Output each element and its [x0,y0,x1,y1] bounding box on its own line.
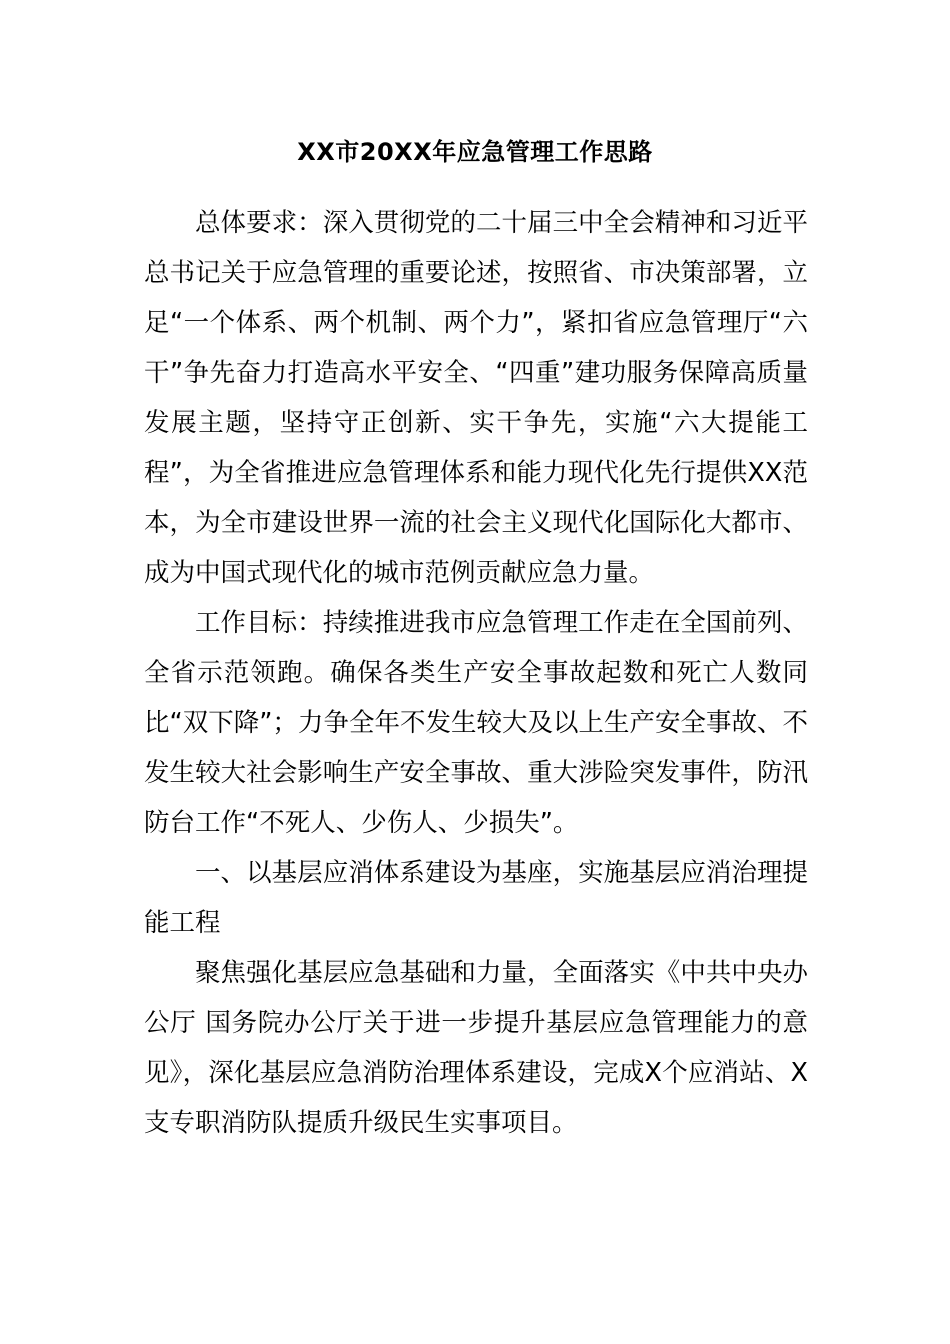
paragraph-overall-requirements: 总体要求：深入贯彻党的二十届三中全会精神和习近平总书记关于应急管理的重要论述，按照省、市决策部署，立足“一个体系、两个机制、两个力”，紧扣省应急管理厅“六干”争先奋力打造高水平安全、“四重”建功服务保障高质量发展主题，坚持守正创新、实干争先，实施“六大提能工程”，为全省推进应急管理体系和能力现代化先行提供XX范本，为全市建设世界一流的社会主义现代化国际化大都市、成为中国式现代化的城市范例贡献应急力量。 [144,208,808,588]
document-title: XX市20XX年应急管理工作思路 [297,138,653,166]
section-heading-1: 一、以基层应消体系建设为基座，实施基层应消治理提能工程 [144,858,808,938]
document-body [144,198,808,1148]
paragraph-work-goals: 工作目标：持续推进我市应急管理工作走在全国前列、全省示范领跑。确保各类生产安全事故起数和死亡人数同比“双下降”；力争全年不发生较大及以上生产安全事故、不发生较大社会影响生产安全事故、重大涉险突发事件，防汛防台工作“不死人、少伤人、少损失”。 [144,608,808,838]
paragraph-section-1-body: 聚焦强化基层应急基础和力量，全面落实《中共中央办公厅 国务院办公厅关于进一步提升基层应急管理能力的意见》，深化基层应急消防治理体系建设，完成X个应消站、X支专职消防队提质升级民生实事项目。 [144,958,808,1138]
